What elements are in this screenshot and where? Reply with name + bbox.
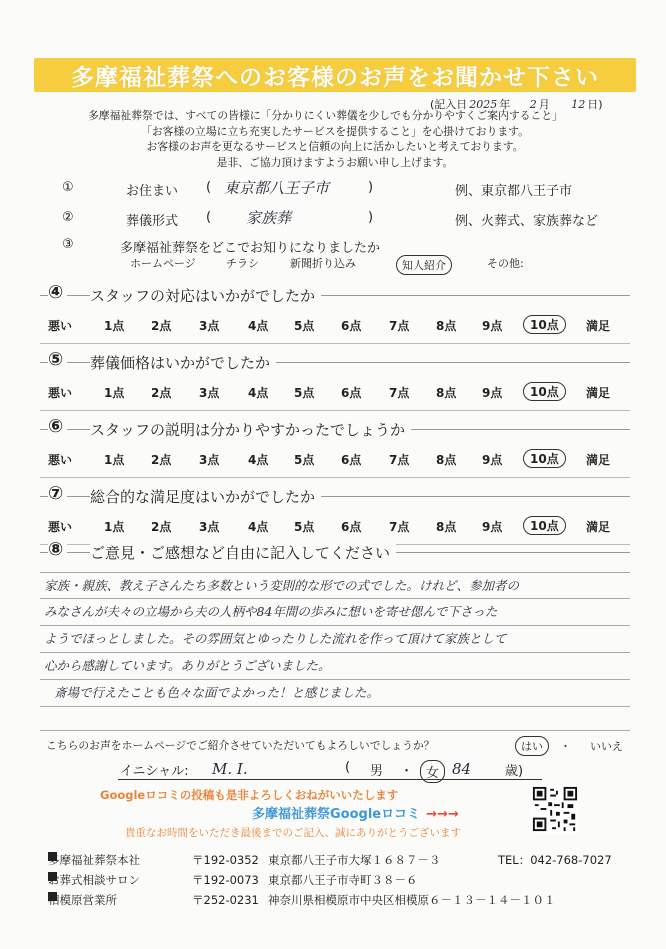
scale-low-label: 悪い [48, 386, 73, 400]
publish-question: こちらのお声をホームページでご紹介させていただいてもよろしいでしょうか？ [46, 739, 435, 752]
example-text: 例、東京都八王子市 [455, 184, 573, 199]
score-option[interactable]: 9点 [482, 520, 503, 534]
divider [40, 477, 630, 478]
score-option[interactable]: 7点 [389, 319, 410, 333]
option-referral-selected[interactable]: 知人紹介 [396, 255, 452, 275]
question-label: 多摩福祉葬祭をどこでお知りになりましたか [120, 241, 381, 256]
age-value[interactable]: 84 [452, 760, 472, 778]
scale-low-label: 悪い [48, 453, 73, 467]
paren-open: ( [206, 180, 212, 195]
score-option[interactable]: 2点 [151, 386, 172, 400]
score-option[interactable]: 4点 [248, 453, 269, 467]
form-title: 多摩福祉葬祭へのお客様のお声をお聞かせ下さい [71, 64, 599, 91]
intro-text [40, 108, 630, 170]
question-number: ② [62, 210, 74, 225]
office-name: 多摩福祉葬祭本社 [48, 853, 140, 867]
office-name: お葬式相談サロン [48, 873, 140, 887]
score-option-selected[interactable]: 10点 [523, 315, 566, 334]
ruled-line [40, 572, 630, 573]
scale-low-label: 悪い [48, 520, 73, 534]
example-text: 例、火葬式、家族葬など [455, 214, 599, 229]
comment-line: ようでほっとしました。その雰囲気とゆったりした流れを作って頂けて家族として [44, 631, 507, 646]
ruled-line [40, 625, 630, 626]
score-option[interactable]: 4点 [248, 520, 269, 534]
gender-female-selected[interactable]: 女 [420, 760, 445, 783]
date-month-unit: 月 [538, 98, 550, 111]
score-option[interactable]: 4点 [248, 319, 269, 333]
score-option[interactable]: 8点 [436, 453, 457, 467]
score-option[interactable]: 6点 [341, 319, 362, 333]
intro-line: 「お客様の立場に立ち充実したサービスを提供すること」を心掛けております。 [141, 124, 529, 138]
score-option[interactable]: 2点 [151, 453, 172, 467]
scale-high-label: 満足 [586, 520, 611, 534]
initials-underline [118, 779, 542, 780]
score-option[interactable]: 1点 [104, 520, 125, 534]
question-label: お住まい [126, 184, 179, 199]
date-year-unit: 年 [499, 98, 511, 111]
score-option[interactable]: 6点 [341, 453, 362, 467]
office-zip: 〒252-0231 [192, 893, 259, 907]
publish-separator: ・ [560, 740, 571, 753]
arrow-right-icon: →→→ [426, 807, 459, 822]
date-year: 2025 [469, 98, 498, 111]
option-homepage[interactable]: ホームページ [130, 257, 196, 270]
score-option[interactable]: 9点 [482, 319, 503, 333]
score-option[interactable]: 7点 [389, 386, 410, 400]
score-option-selected[interactable]: 10点 [523, 516, 566, 535]
intro-line: 多摩福祉葬祭では、すべての皆様に「分かりにくい葬儀を少しでも分かりやすくご案内すること」 [88, 109, 563, 122]
date-day: 12 [571, 98, 586, 111]
score-option[interactable]: 8点 [436, 520, 457, 534]
divider [40, 410, 630, 411]
ruled-line [40, 730, 630, 731]
question-number: ⑦ [48, 483, 67, 504]
funeral-type-answer: 家族葬 [246, 209, 292, 227]
google-link-text: 多摩福祉葬祭Googleロコミ [252, 807, 421, 822]
thank-you-note: 貴重なお時間をいただき最後までのご記入、誠にありがとうございます [125, 827, 461, 839]
paren-close: ) [368, 180, 374, 195]
scale-high-label: 満足 [586, 453, 611, 467]
score-option[interactable]: 9点 [482, 386, 503, 400]
rating-scale [0, 451, 666, 471]
score-option[interactable]: 5点 [294, 520, 315, 534]
scale-high-label: 満足 [586, 386, 611, 400]
intro-line: お客様のお声を更なるサービスと信頼の向上に活かしたいと考えております。 [146, 140, 524, 153]
google-review-request: Googleロコミの投稿も是非よろしくおねがいいたします [100, 788, 399, 802]
qr-code-icon[interactable] [531, 785, 579, 833]
gender-male[interactable]: 男 [370, 764, 384, 779]
scale-low-label: 悪い [48, 319, 73, 333]
office-address: 神奈川県相模原市中央区相模原６－１３－１４－１０１ [268, 893, 556, 907]
score-option[interactable]: 6点 [341, 520, 362, 534]
comment-line: みなさんが夫々の立場から夫の人柄や84年間の歩みに想いを寄せ偲んで下さった [44, 604, 498, 619]
ruled-line [40, 706, 630, 707]
publish-yes-selected[interactable]: はい [515, 736, 549, 756]
score-option[interactable]: 3点 [199, 520, 220, 534]
date-month: 2 [529, 98, 537, 111]
office-zip: 〒192-0073 [192, 873, 259, 887]
score-option[interactable]: 3点 [199, 453, 220, 467]
score-option[interactable]: 3点 [199, 386, 220, 400]
ruled-line [40, 598, 630, 599]
question-text: スタッフの対応はいかがでしたか [90, 285, 321, 306]
ruled-line [40, 652, 630, 653]
question-number: ④ [48, 282, 67, 303]
question-number: ⑤ [48, 349, 67, 370]
comment-line: 家族・親族、教え子さんたち多数という変則的な形での式でした。けれど、参加者の [44, 578, 520, 593]
office-address: 東京都八王子市大塚１６８７－３ [268, 853, 441, 867]
score-option[interactable]: 5点 [294, 319, 315, 333]
office-name: 相模原営業所 [48, 893, 117, 907]
option-newspaper[interactable]: 新聞折り込み [290, 257, 356, 270]
date-day-unit: 日) [587, 98, 603, 111]
paren-open: ( [206, 210, 212, 225]
score-option[interactable]: 7点 [389, 520, 410, 534]
office-tel: TEL：042-768-7027 [498, 853, 612, 867]
question-text: ご意見・ご感想など自由に記入してください [90, 542, 396, 563]
rating-scale [0, 384, 666, 404]
score-option[interactable]: 4点 [248, 386, 269, 400]
score-option[interactable]: 8点 [436, 386, 457, 400]
score-option[interactable]: 5点 [294, 386, 315, 400]
question-number: ⑥ [48, 416, 67, 437]
score-option[interactable]: 6点 [341, 386, 362, 400]
age-unit: 歳) [505, 764, 524, 779]
date-prefix: (記入日 [430, 98, 468, 111]
question-number: ① [62, 180, 74, 195]
option-flyer[interactable]: チラシ [226, 257, 259, 270]
gender-separator: ・ [400, 764, 414, 779]
score-option[interactable]: 7点 [389, 453, 410, 467]
title-banner [34, 58, 636, 92]
scale-high-label: 満足 [586, 319, 611, 333]
divider [40, 343, 630, 344]
comment-area[interactable] [40, 572, 630, 732]
office-zip: 〒192-0352 [192, 853, 259, 867]
score-option[interactable]: 2点 [151, 520, 172, 534]
intro-line: 是非、ご協力頂けますようお願い申し上げます。 [216, 155, 454, 169]
ruled-line [40, 679, 630, 680]
score-option[interactable]: 5点 [294, 453, 315, 467]
score-option[interactable]: 1点 [104, 453, 125, 467]
question-text: 総合的な満足度はいかがでしたか [90, 486, 321, 507]
rating-scale [0, 317, 666, 337]
paren-open: ( [345, 760, 351, 775]
initials-value[interactable]: M. I. [212, 760, 248, 778]
score-option[interactable]: 1点 [104, 386, 125, 400]
score-option[interactable]: 8点 [436, 319, 457, 333]
option-other[interactable]: その他: [487, 257, 524, 270]
rating-scale [0, 518, 666, 538]
publish-no[interactable]: いいえ [590, 740, 623, 753]
residence-answer: 東京都八王子市 [224, 179, 330, 197]
question-number: ③ [62, 237, 74, 252]
score-option[interactable]: 1点 [104, 319, 125, 333]
comment-line: 心から感謝しています。ありがとうございました。 [44, 658, 331, 673]
score-option[interactable]: 9点 [482, 453, 503, 467]
question-text: 葬儀価格はいかがでしたか [90, 352, 276, 373]
initials-label: イニシャル: [120, 764, 189, 779]
question-text: スタッフの説明は分かりやすかったでしょうか [90, 419, 411, 440]
score-option[interactable]: 3点 [199, 319, 220, 333]
comment-line: 斎場で行えたことも色々な面でよかった！と感じました。 [54, 685, 380, 700]
score-option-selected[interactable]: 10点 [523, 449, 566, 468]
score-option[interactable]: 2点 [151, 319, 172, 333]
question-label: 葬儀形式 [126, 214, 179, 229]
office-address: 東京都八王子市寺町３８－６ [268, 873, 418, 887]
google-review-link[interactable] [252, 803, 459, 822]
paren-close: ) [368, 210, 374, 225]
question-number: ⑧ [48, 539, 67, 560]
score-option-selected[interactable]: 10点 [523, 382, 566, 401]
